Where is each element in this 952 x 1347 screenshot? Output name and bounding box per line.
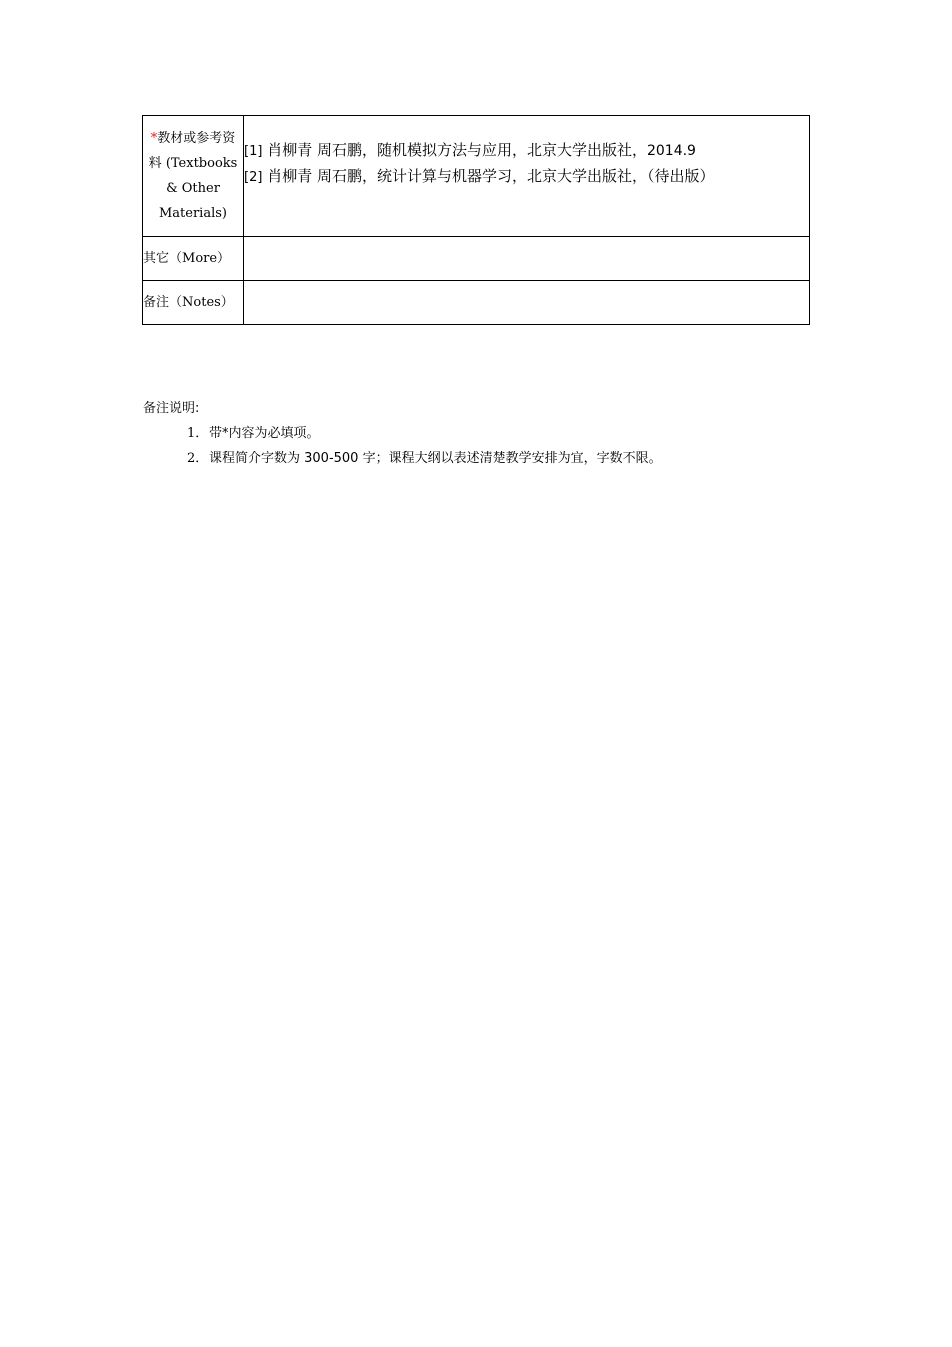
materials-spacer bbox=[244, 190, 809, 215]
more-label-zh: 其它 bbox=[143, 251, 170, 266]
course-info-table bbox=[142, 115, 810, 325]
required-asterisk: * bbox=[150, 131, 158, 146]
reference-year: 2014.9 bbox=[646, 142, 696, 159]
materials-label-en-3: Materials) bbox=[158, 206, 227, 221]
table-row-materials bbox=[143, 116, 810, 237]
table-row-more bbox=[143, 237, 810, 281]
reference-number: [1] bbox=[244, 143, 263, 159]
reference-text: 肖柳青 周石鹏，随机模拟方法与应用，北京大学出版社， bbox=[262, 140, 647, 159]
more-label-en: （More） bbox=[169, 251, 231, 266]
more-content-cell bbox=[244, 237, 810, 281]
materials-label-line-1 bbox=[143, 126, 243, 151]
remarks-list-item bbox=[187, 421, 662, 446]
materials-label-zh-2: 料 bbox=[148, 156, 162, 171]
remarks-item-number: 1． bbox=[187, 426, 209, 441]
materials-label-line-2 bbox=[143, 151, 243, 176]
notes-label-zh: 备注 bbox=[143, 295, 170, 310]
materials-label-en-2: & Other bbox=[166, 181, 220, 196]
materials-label-en-1: (Textbooks bbox=[165, 156, 238, 171]
reference-item bbox=[244, 164, 809, 190]
reference-number: [2] bbox=[244, 169, 263, 185]
remarks-heading: 备注说明: bbox=[143, 401, 200, 416]
remarks-item-text: 课程简介字数为 300-500 字；课程大纲以表述清楚教学安排为宜，字数不限。 bbox=[209, 451, 662, 466]
notes-label-en: （Notes） bbox=[169, 295, 234, 310]
materials-label-cell bbox=[143, 116, 244, 237]
remarks-item-number: 2． bbox=[187, 451, 209, 466]
remarks-item-text: 带*内容为必填项。 bbox=[209, 426, 320, 441]
materials-content-cell bbox=[244, 116, 810, 237]
notes-content-cell bbox=[244, 281, 810, 325]
notes-label-cell bbox=[143, 281, 244, 325]
reference-text: 肖柳青 周石鹏，统计计算与机器学习，北京大学出版社，（待出版） bbox=[262, 166, 715, 185]
more-label-cell bbox=[143, 237, 244, 281]
reference-item bbox=[244, 138, 809, 164]
remarks-list bbox=[187, 421, 662, 471]
table-row-notes bbox=[143, 281, 810, 325]
remarks-list-item bbox=[187, 446, 662, 471]
materials-label-zh-1: 教材或参考资 bbox=[157, 131, 236, 146]
